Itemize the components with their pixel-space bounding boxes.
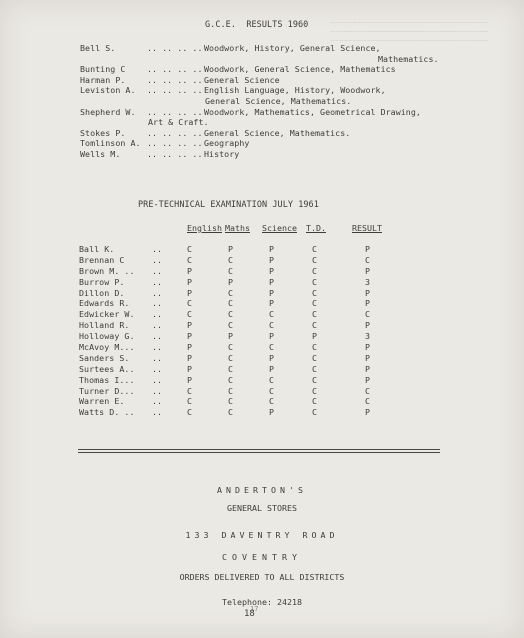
student-name: Thomas I... [79,374,135,385]
student-name: McAvoy M... [79,342,135,353]
student-name: Edwicker W. [79,309,135,320]
cell-maths: C [228,363,234,374]
student-name: Holloway G. [79,331,135,342]
cell-result: 3 [365,331,371,342]
leader-dots: .. [152,352,163,363]
gce-student-name: Shepherd W. [80,106,136,117]
cell-science: P [269,244,275,254]
gce-student-name: Bell S. [80,43,116,53]
cell-science: P [269,265,275,276]
cell-science: P [269,407,275,418]
student-name: Burrow P. [79,276,125,287]
student-name: Ball K. [79,244,115,254]
gce-subjects: English Language, History, Woodwork, [204,85,386,96]
cell-td: C [312,352,318,363]
cell-maths: C [228,265,234,276]
cell-maths: C [228,352,234,363]
ad-address: 133 DAVENTRY ROAD [185,530,339,540]
header-science: Science [262,223,297,233]
gce-title: G.C.E. RESULTS 1960 [205,20,309,30]
cell-result: P [365,363,371,374]
leader-dots: .. [152,363,163,374]
gce-subjects-continued: Art & Craft. [148,117,209,128]
cell-science: P [269,254,275,265]
old-page-number: 17 [250,605,259,613]
cell-science: C [269,396,275,407]
cell-maths: C [228,407,234,418]
cell-science: P [269,298,275,309]
cell-td: C [312,396,318,407]
gce-student-name: Leviston A. [80,85,136,96]
gce-subjects: Geography [204,138,250,149]
leader-dots: .. .. .. .. [147,127,203,138]
gce-student-name: Tomlinson A. [80,138,141,149]
leader-dots: .. [152,407,163,418]
cell-english: C [187,254,193,265]
cell-result: P [365,374,371,385]
cell-td: C [312,363,318,374]
header-maths: Maths [225,223,250,233]
leader-dots: .. [152,254,163,265]
cell-td: C [312,374,318,385]
cell-td: C [312,276,318,287]
cell-maths: C [228,309,234,320]
cell-english: C [187,298,193,309]
student-name: Turner D... [79,385,135,396]
page-number: 18 [244,609,255,619]
cell-result: P [365,320,371,331]
cell-td: C [312,254,318,265]
student-name: Holland R. [79,320,130,331]
cell-science: P [269,352,275,363]
cell-english: C [187,385,193,396]
header-english: English [187,223,222,233]
leader-dots: .. .. .. .. [147,64,203,75]
gce-subjects: Woodwork, Mathematics, Geometrical Drawing, [204,106,421,117]
cell-english: C [187,396,193,407]
leader-dots: .. .. .. .. [147,85,203,96]
cell-result: C [365,396,371,407]
cell-english: C [187,244,193,254]
cell-result: P [365,352,371,363]
student-name: Edwards R. [79,298,130,309]
cell-maths: C [228,374,234,385]
leader-dots: .. [152,309,163,320]
cell-result: 3 [365,276,371,287]
gce-student-name: Bunting C [80,64,126,75]
student-name: Dillon D. [79,287,125,298]
cell-maths: P [228,276,234,287]
cell-maths: C [228,385,234,396]
cell-maths: C [228,396,234,407]
ad-subtitle: GENERAL STORES [227,503,297,513]
cell-maths: C [228,287,234,298]
leader-dots: .. [152,342,163,353]
ad-city: COVENTRY [222,552,302,562]
cell-td: C [312,320,318,331]
cell-result: C [365,385,371,396]
gce-subjects: History [204,148,240,159]
cell-science: P [269,287,275,298]
gce-subjects-continued: General Science, Mathematics. [205,95,352,106]
student-name: Brown M. .. [79,265,135,276]
cell-td: C [312,309,318,320]
cell-english: P [187,374,193,385]
cell-td: C [312,342,318,353]
header-result: RESULT [352,223,382,233]
divider-line [78,452,440,453]
cell-maths: C [228,298,234,309]
gce-subjects-continued: Mathematics. [378,53,439,64]
cell-td: C [312,265,318,276]
cell-english: P [187,342,193,353]
cell-result: P [365,244,371,254]
cell-result: C [365,254,371,265]
cell-maths: C [228,342,234,353]
leader-dots: .. [152,320,163,331]
ad-orders: ORDERS DELIVERED TO ALL DISTRICTS [179,572,345,582]
cell-english: P [187,276,193,287]
cell-maths: C [228,254,234,265]
leader-dots: .. .. .. .. [147,148,203,159]
pte-title: PRE-TECHNICAL EXAMINATION JULY 1961 [138,200,319,210]
header-td: T.D. [306,223,326,233]
cell-english: P [187,352,193,363]
cell-result: P [365,265,371,276]
leader-dots: .. .. .. .. [147,138,203,149]
cell-science: C [269,342,275,353]
cell-result: P [365,342,371,353]
cell-english: P [187,265,193,276]
cell-science: P [269,363,275,374]
cell-td: C [312,244,318,254]
ad-telephone: Telephone: 24218 [222,597,302,607]
cell-maths: C [228,320,234,331]
cell-td: C [312,298,318,309]
gce-student-name: Harman P. [80,74,126,85]
leader-dots: .. [152,276,163,287]
cell-science: C [269,374,275,385]
leader-dots: .. .. .. .. [147,74,203,85]
leader-dots: .. [152,287,163,298]
cell-result: P [365,287,371,298]
leader-dots: .. [152,385,163,396]
leader-dots: .. [152,265,163,276]
cell-maths: P [228,244,234,254]
gce-subjects: General Science [204,74,280,85]
cell-td: C [312,385,318,396]
cell-td: C [312,407,318,418]
cell-result: P [365,407,371,418]
student-name: Surtees A.. [79,363,135,374]
student-name: Watts D. .. [79,407,135,418]
leader-dots: .. [152,396,163,407]
cell-science: C [269,385,275,396]
cell-science: C [269,309,275,320]
cell-td: C [312,287,318,298]
cell-science: C [269,320,275,331]
student-name: Brennan C [79,254,125,265]
cell-english: P [187,287,193,298]
student-name: Sanders S. [79,352,130,363]
cell-maths: P [228,331,234,342]
gce-student-name: Wells M. [80,148,121,159]
gce-subjects: Woodwork, History, General Science, [204,43,381,53]
cell-english: P [187,320,193,331]
cell-english: P [187,363,193,374]
cell-science: P [269,331,275,342]
leader-dots: .. [152,374,163,385]
cell-english: C [187,309,193,320]
gce-student-name: Stokes P. [80,127,126,138]
gce-subjects: Woodwork, General Science, Mathematics [204,64,396,75]
leader-dots: .. [152,331,163,342]
leader-dots: .. .. .. .. [147,43,203,53]
leader-dots: .. [152,298,163,309]
cell-english: C [187,407,193,418]
cell-english: P [187,331,193,342]
cell-result: C [365,309,371,320]
leader-dots: .. .. .. .. [147,106,203,117]
divider-line [78,449,440,450]
ad-store-name: ANDERTON'S [217,485,307,495]
leader-dots: .. [152,244,163,254]
cell-result: P [365,298,371,309]
gce-subjects: General Science, Mathematics. [204,127,351,138]
student-name: Warren E. [79,396,125,407]
cell-science: P [269,276,275,287]
reverse-bleed-through: ~~~~~~~~~~~~~~~~~~~~~~~~~~~~~~~~~~~ ~~~~~~~~~~~~~~~~~~~~~~~~~~~~~~~~~~~ ~~~~~~~~~~~~~~~~~~~~~~~~~~~~~~~~~~~ [330,18,489,45]
cell-td: P [312,331,318,342]
